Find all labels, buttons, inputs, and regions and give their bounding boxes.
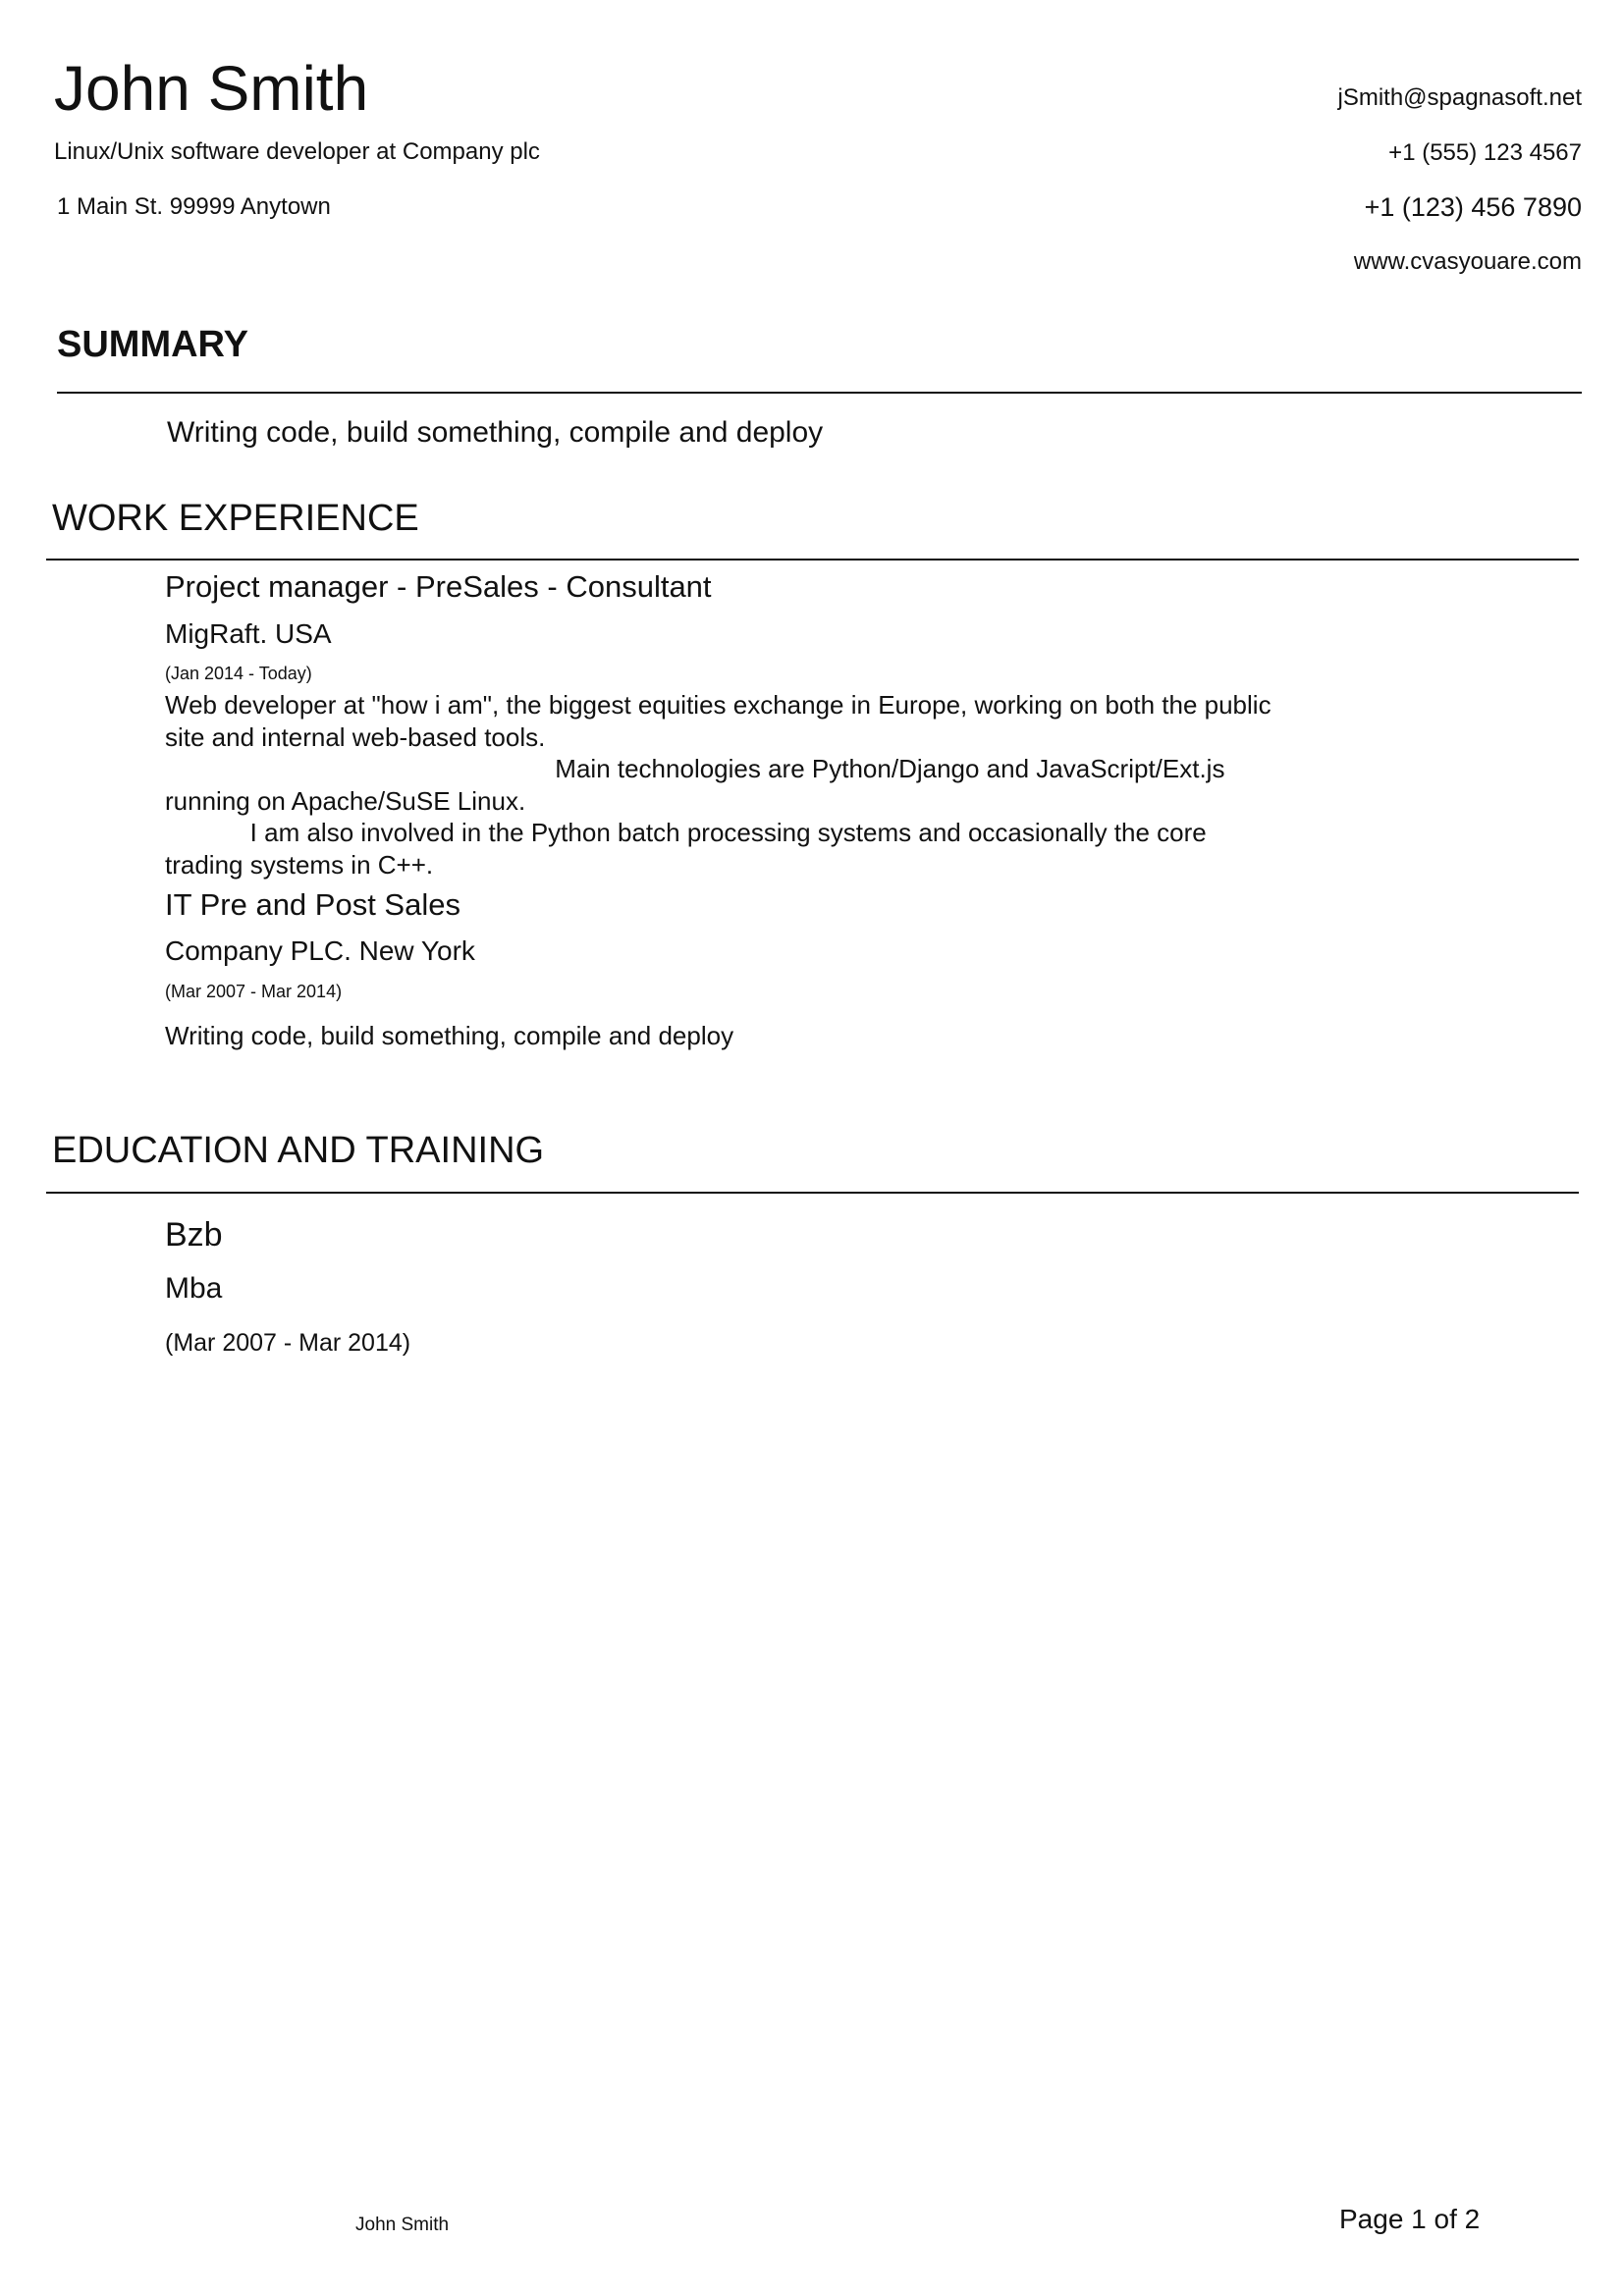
education-divider: [46, 1192, 1579, 1194]
job-title: IT Pre and Post Sales: [165, 887, 460, 922]
candidate-headline: Linux/Unix software developer at Company plc: [54, 138, 540, 165]
summary-heading: SUMMARY: [57, 324, 248, 365]
candidate-address: 1 Main St. 99999 Anytown: [57, 193, 331, 220]
contact-website: www.cvasyouare.com: [1353, 248, 1582, 275]
candidate-name: John Smith: [54, 53, 369, 124]
work-experience-divider: [46, 559, 1579, 561]
contact-email: jSmith@spagnasoft.net: [1337, 84, 1582, 111]
education-degree: Mba: [165, 1272, 223, 1305]
job-company: Company PLC. New York: [165, 935, 475, 966]
contact-phone-2: +1 (123) 456 7890: [1364, 192, 1582, 222]
job-dates: (Jan 2014 - Today): [165, 664, 312, 683]
job-title: Project manager - PreSales - Consultant: [165, 569, 712, 604]
education-heading: EDUCATION AND TRAINING: [52, 1130, 545, 1171]
job-description-line: Main technologies are Python/Django and JavaScript/Ext.js: [165, 754, 1225, 783]
job-company: MigRaft. USA: [165, 618, 332, 649]
education-school: Bzb: [165, 1216, 223, 1254]
job-description-line: I am also involved in the Python batch processing systems and occasionally the core: [165, 818, 1207, 847]
job-description-line: Web developer at "how i am", the biggest equities exchange in Europe, working on both the public: [165, 690, 1271, 720]
education-dates: (Mar 2007 - Mar 2014): [165, 1329, 411, 1357]
footer-name: John Smith: [355, 2215, 450, 2235]
job-description-line: trading systems in C++.: [165, 849, 434, 880]
job-description: Writing code, build something, compile and deploy: [165, 1021, 734, 1050]
summary-text: Writing code, build something, compile and deploy: [167, 416, 824, 449]
job-description: [165, 689, 1451, 881]
job-description-line: running on Apache/SuSE Linux.: [165, 785, 526, 816]
contact-phone-1: +1 (555) 123 4567: [1388, 139, 1582, 166]
summary-divider: [57, 392, 1582, 394]
footer-page-number: Page 1 of 2: [1339, 2204, 1481, 2234]
job-dates: (Mar 2007 - Mar 2014): [165, 982, 343, 1001]
work-experience-heading: WORK EXPERIENCE: [52, 498, 419, 539]
job-description-line: site and internal web-based tools.: [165, 721, 546, 752]
